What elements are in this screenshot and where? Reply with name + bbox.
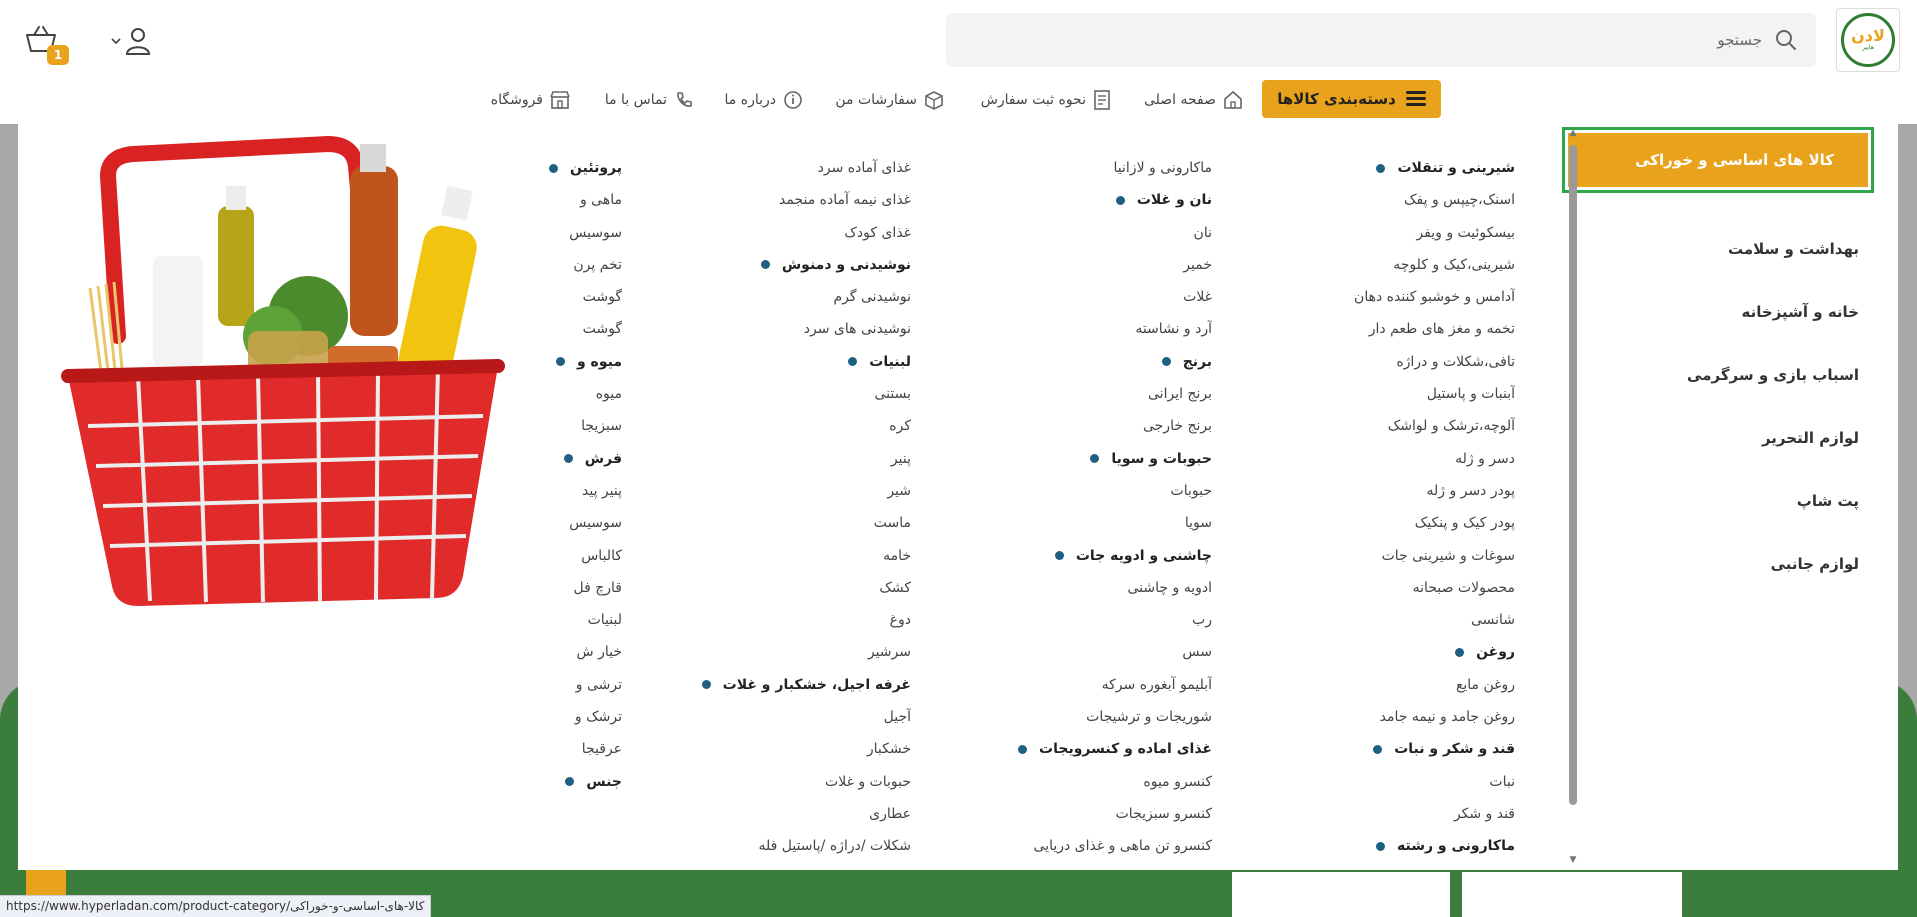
menu-subcategory-link[interactable]: برنج ایرانی bbox=[1148, 386, 1212, 403]
menu-subcategory-link[interactable]: تافی،شکلات و دراژه bbox=[1396, 353, 1515, 370]
category-sidebar bbox=[1563, 124, 1897, 870]
nav-home-label: صفحه اصلی bbox=[1143, 92, 1216, 108]
product-card[interactable] bbox=[1462, 872, 1682, 917]
menu-category-heading[interactable]: حبوبات و سویا bbox=[1018, 447, 1212, 479]
menu-subcategory-link[interactable]: شانسی bbox=[1470, 612, 1515, 629]
store-icon bbox=[549, 89, 571, 111]
menu-column-3 bbox=[702, 156, 911, 867]
menu-category-heading[interactable]: لبنیات bbox=[702, 350, 911, 382]
menu-subcategory-link[interactable]: آبنبات و پاستیل bbox=[1426, 386, 1515, 403]
menu-subcategory-link[interactable]: آدامس و خوشبو کننده دهان bbox=[1354, 289, 1515, 306]
product-card[interactable] bbox=[1232, 872, 1450, 917]
menu-subcategory-link[interactable]: ماست bbox=[873, 515, 911, 532]
menu-column-4 bbox=[522, 156, 622, 802]
menu-subcategory-link[interactable]: حبوبات و غلات bbox=[825, 773, 911, 790]
menu-category-heading[interactable]: چاشنی و ادویه جات bbox=[1018, 544, 1212, 576]
menu-subcategory-link[interactable]: خامه bbox=[883, 547, 911, 564]
menu-icon bbox=[1406, 91, 1426, 107]
menu-subcategory-link[interactable]: سرشیر bbox=[867, 644, 911, 661]
menu-subcategory-link[interactable]: غلات bbox=[1183, 289, 1212, 306]
menu-category-heading[interactable]: ماکارونی و رشته bbox=[1354, 834, 1515, 866]
menu-category-heading[interactable]: برنج bbox=[1018, 350, 1212, 382]
menu-subcategory-link[interactable]: کشک bbox=[879, 579, 911, 596]
menu-subcategory-link[interactable]: ترشک و bbox=[574, 709, 622, 726]
nav-about[interactable] bbox=[725, 87, 804, 113]
menu-category-heading[interactable]: جنس bbox=[522, 770, 622, 802]
menu-category-heading[interactable]: روغن bbox=[1354, 640, 1515, 672]
nav-store-label: فروشگاه bbox=[490, 92, 543, 108]
sidebar-item-home-kitchen[interactable] bbox=[1567, 281, 1867, 343]
menu-subcategory-link[interactable]: نبات bbox=[1489, 773, 1515, 790]
menu-subcategory-link[interactable]: محصولات صبحانه bbox=[1412, 579, 1515, 596]
menu-subcategory-link[interactable]: نوشیدنی گرم bbox=[833, 289, 911, 306]
menu-subcategory-link[interactable]: نان bbox=[1193, 224, 1212, 241]
menu-subcategory-link[interactable]: کنسرو میوه bbox=[1143, 773, 1212, 790]
sidebar-item-toys[interactable] bbox=[1567, 344, 1867, 406]
menu-subcategory-link[interactable]: سوغات و شیرینی جات bbox=[1381, 547, 1515, 564]
menu-category-heading[interactable]: میوه و bbox=[522, 350, 622, 382]
menu-category-heading[interactable]: فرش bbox=[522, 447, 622, 479]
menu-subcategory-link[interactable]: خشکبار bbox=[866, 741, 911, 758]
menu-subcategory-link[interactable]: پنیر پید bbox=[582, 482, 622, 499]
menu-subcategory-link[interactable]: لبنیات bbox=[587, 612, 622, 629]
logo-mark: لادن هایپر bbox=[1841, 13, 1895, 67]
info-icon bbox=[782, 89, 804, 111]
menu-category-heading[interactable]: غرفه اجیل، خشکبار و غلات bbox=[702, 673, 911, 705]
sidebar-item-label: لوازم التحریر bbox=[1761, 429, 1859, 447]
scroll-down-icon[interactable]: ▼ bbox=[1569, 855, 1577, 865]
menu-subcategory-link[interactable]: حبوبات bbox=[1170, 482, 1212, 499]
user-icon bbox=[124, 26, 152, 56]
nav-my-orders[interactable] bbox=[835, 87, 945, 113]
menu-subcategory-link[interactable]: خمیر bbox=[1183, 256, 1212, 273]
menu-subcategory-link[interactable]: کنسرو سبزیجات bbox=[1115, 805, 1212, 822]
cart-count-badge: 1 bbox=[47, 45, 69, 65]
menu-subcategory-link[interactable]: سس bbox=[1182, 644, 1212, 661]
menu-category-heading[interactable]: شیرینی و تنقلات bbox=[1354, 156, 1515, 188]
search-bar bbox=[946, 13, 1816, 67]
menu-subcategory-link[interactable]: کره bbox=[889, 418, 911, 435]
menu-subcategory-link[interactable]: آرد و نشاسته bbox=[1135, 321, 1212, 338]
menu-subcategory-link[interactable]: عرقیجا bbox=[581, 741, 622, 758]
box-icon bbox=[923, 89, 945, 111]
cart-button[interactable] bbox=[24, 24, 72, 66]
sidebar-item-label: خانه و آشپزخانه bbox=[1741, 303, 1859, 321]
menu-subcategory-link[interactable]: پنیر bbox=[890, 450, 911, 467]
menu-category-heading[interactable]: غذای اماده و کنسرویجات bbox=[1018, 737, 1212, 769]
nav-contact[interactable] bbox=[605, 87, 695, 113]
menu-subcategory-link[interactable]: شکلات /دراژه /پاستیل فله bbox=[758, 838, 911, 855]
menu-subcategory-link[interactable]: تخمه و مغز های طعم دار bbox=[1368, 321, 1515, 338]
categories-button[interactable] bbox=[1262, 80, 1441, 118]
menu-subcategory-link[interactable]: قارچ فل bbox=[573, 579, 622, 596]
user-menu[interactable] bbox=[110, 24, 160, 58]
menu-subcategory-link[interactable]: دسر و ژله bbox=[1455, 450, 1515, 467]
menu-subcategory-link[interactable]: اسنک،چیپس و پفک bbox=[1403, 192, 1515, 209]
site-logo[interactable] bbox=[1836, 8, 1900, 72]
menu-subcategory-link[interactable]: پودر کیک و پنکیک bbox=[1414, 515, 1515, 532]
menu-subcategory-link[interactable]: ادویه و چاشنی bbox=[1127, 579, 1212, 596]
menu-subcategory-link[interactable]: کنسرو تن ماهی و غذای دریایی bbox=[1033, 838, 1212, 855]
nav-contact-label: تماس با ما bbox=[604, 92, 667, 108]
menu-subcategory-link[interactable]: غذای آماده سرد bbox=[817, 160, 911, 176]
menu-subcategory-link[interactable]: گوشت bbox=[582, 321, 622, 338]
menu-subcategory-link[interactable]: قند و شکر bbox=[1453, 805, 1515, 822]
nav-about-label: درباره ما bbox=[724, 92, 776, 108]
sidebar-item-label: بهداشت و سلامت bbox=[1727, 240, 1859, 258]
browser-status-url: https://www.hyperladan.com/product-category/کالا-های-اساسی-و-خوراکی bbox=[0, 895, 431, 917]
menu-subcategory-link[interactable]: شیر bbox=[887, 482, 911, 499]
nav-store[interactable] bbox=[491, 87, 571, 113]
menu-subcategory-link[interactable]: آلوچه،ترشک و لواشک bbox=[1387, 418, 1515, 435]
menu-column-1 bbox=[1354, 156, 1515, 867]
menu-category-heading[interactable]: نان و غلات bbox=[1018, 188, 1212, 220]
nav-my-orders-label: سفارشات من bbox=[835, 92, 917, 108]
menu-subcategory-link[interactable]: رب bbox=[1192, 612, 1212, 629]
home-icon bbox=[1222, 89, 1244, 111]
menu-subcategory-link[interactable]: بستنی bbox=[874, 386, 911, 403]
menu-subcategory-link[interactable]: سوسیس bbox=[569, 224, 622, 241]
nav-home[interactable] bbox=[1144, 87, 1244, 113]
menu-subcategory-link[interactable]: نوشیدنی های سرد bbox=[803, 321, 911, 338]
scroll-up-icon[interactable]: ▲ bbox=[1569, 128, 1577, 138]
menu-subcategory-link[interactable]: گوشت bbox=[582, 289, 622, 306]
menu-subcategory-link[interactable]: تخم پرن bbox=[573, 256, 622, 273]
menu-subcategory-link[interactable]: روغن مایع bbox=[1455, 676, 1515, 693]
menu-subcategory-link[interactable]: میوه bbox=[595, 386, 622, 403]
menu-subcategory-link[interactable]: آجیل bbox=[883, 709, 911, 726]
sidebar-item-label: پت شاپ bbox=[1796, 492, 1859, 510]
menu-category-heading[interactable]: پروتئین bbox=[522, 156, 622, 188]
header bbox=[0, 0, 1917, 80]
menu-subcategory-link[interactable]: عطاری bbox=[869, 805, 911, 822]
sidebar-item-label: لوازم جانبی bbox=[1770, 555, 1859, 573]
search-icon[interactable] bbox=[1774, 28, 1798, 52]
menu-subcategory-link[interactable]: سویا bbox=[1184, 515, 1212, 532]
menu-subcategory-link[interactable]: دوغ bbox=[889, 612, 911, 629]
nav-how-to-order[interactable] bbox=[981, 87, 1112, 113]
sidebar-item-label: کالا های اساسی و خوراکی bbox=[1635, 151, 1834, 169]
menu-subcategory-link[interactable]: غذای نیمه آماده منجمد bbox=[778, 192, 911, 209]
sidebar-item-accessories[interactable] bbox=[1567, 533, 1867, 595]
sidebar-item-label: اسباب بازی و سرگرمی bbox=[1687, 366, 1859, 384]
menu-subcategory-link[interactable]: پودر دسر و ژله bbox=[1426, 482, 1515, 499]
nav-how-to-order-label: نحوه ثبت سفارش bbox=[980, 92, 1086, 108]
scrollbar-thumb[interactable] bbox=[1569, 145, 1577, 805]
sidebar-item-stationery[interactable] bbox=[1567, 407, 1867, 469]
chevron-down-icon bbox=[110, 35, 122, 47]
menu-subcategory-link[interactable]: غذای کودک bbox=[844, 224, 911, 241]
menu-category-heading[interactable]: نوشیدنی و دمنوش bbox=[702, 253, 911, 285]
menu-category-heading[interactable]: قند و شکر و نبات bbox=[1354, 737, 1515, 769]
menu-subcategory-link[interactable]: آبلیمو آبغوره سرکه bbox=[1101, 676, 1212, 693]
grocery-basket-image bbox=[58, 136, 518, 616]
sidebar-item-pet-shop[interactable] bbox=[1567, 470, 1867, 532]
menu-subcategory-link[interactable]: سبزیجا bbox=[581, 418, 622, 435]
phone-icon bbox=[673, 89, 695, 111]
receipt-icon bbox=[1092, 89, 1112, 111]
menu-subcategory-link[interactable]: برنج خارجی bbox=[1142, 418, 1212, 435]
menu-subcategory-link[interactable]: کالباس bbox=[581, 547, 622, 564]
menu-subcategory-link[interactable]: روغن جامد و نیمه جامد bbox=[1379, 709, 1515, 726]
menu-subcategory-link[interactable]: ماکارونی و لازانیا bbox=[1113, 160, 1212, 176]
menu-subcategory-link[interactable]: شوریجات و ترشیجات bbox=[1086, 709, 1212, 726]
main-nav bbox=[0, 80, 1917, 124]
menu-subcategory-link[interactable]: شیرینی،کیک و کلوچه bbox=[1393, 256, 1515, 273]
menu-column-2 bbox=[1018, 156, 1212, 867]
sidebar-item-basic-food[interactable] bbox=[1562, 127, 1874, 193]
menu-subcategory-link[interactable]: سوسیس bbox=[569, 515, 622, 532]
categories-button-label: دسته‌بندی کالاها bbox=[1277, 90, 1396, 108]
search-input[interactable] bbox=[982, 13, 1762, 67]
menu-subcategory-link[interactable]: ترشی و bbox=[575, 676, 622, 693]
sidebar-item-health[interactable] bbox=[1567, 218, 1867, 280]
menu-subcategory-link[interactable]: ماهی و bbox=[579, 192, 622, 209]
menu-subcategory-link[interactable]: بیسکوئیت و ویفر bbox=[1416, 224, 1515, 241]
menu-subcategory-link[interactable]: خیار ش bbox=[576, 644, 622, 661]
